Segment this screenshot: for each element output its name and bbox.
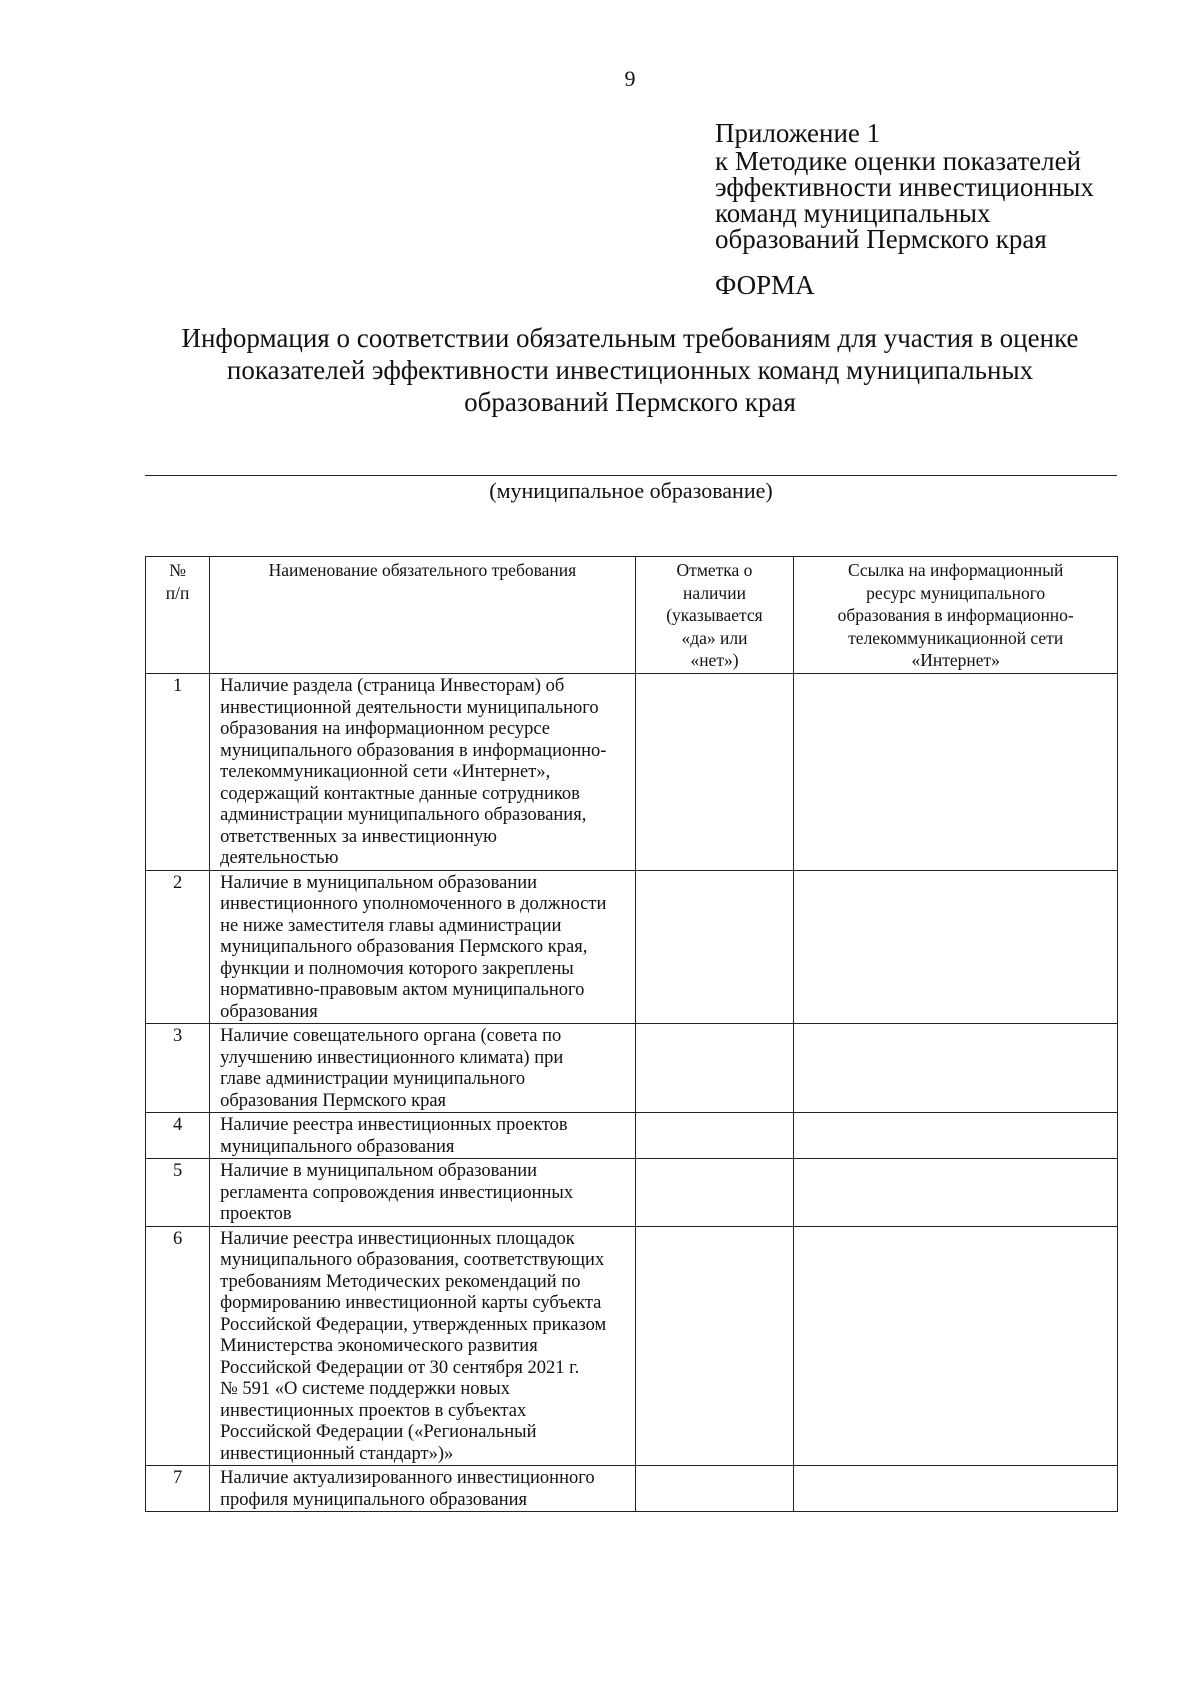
header-mark-line: (указывается: [666, 605, 763, 625]
requirement-text-line: Наличие в муниципальном образовании: [220, 1161, 538, 1181]
header-number: [146, 557, 210, 674]
row-mark-cell[interactable]: [635, 870, 794, 1024]
requirement-text-line: функции и полномочия которого закреплены: [220, 958, 574, 979]
row-number: 7: [146, 1466, 210, 1512]
requirement-text-line: муниципального образования, соответствующих: [220, 1250, 605, 1270]
requirement-text-line: регламента сопровождения инвестиционных: [220, 1182, 574, 1203]
requirement-text-line: деятельностью: [220, 848, 339, 868]
header-link-line: телекоммуникационной сети: [848, 627, 1064, 648]
table-header-row: [146, 557, 1118, 674]
row-link-cell[interactable]: [794, 870, 1118, 1024]
row-link-cell[interactable]: [794, 674, 1118, 871]
table-row: [146, 1466, 1118, 1512]
header-mark-line: Отметка о: [676, 560, 753, 580]
requirement-text-line: инвестиционных проектов в субъектах: [220, 1400, 527, 1421]
requirement-text-line: содержащий контактные данные сотрудников: [220, 783, 580, 804]
row-mark-cell[interactable]: [635, 674, 794, 871]
requirement-text-line: Российской Федерации («Региональный: [220, 1422, 537, 1442]
row-mark-cell[interactable]: [635, 1226, 794, 1466]
table-row: [146, 870, 1118, 1024]
document-title-line: образований Пермского края: [464, 387, 796, 417]
row-requirement-name: [210, 1466, 635, 1512]
header-link-line: «Интернет»: [911, 650, 1000, 670]
requirements-table: [145, 556, 1118, 1512]
header-link-line: образования в информационно-: [837, 605, 1074, 625]
requirement-text-line: ответственных за инвестиционную: [220, 826, 497, 847]
requirement-text-line: формированию инвестиционной карты субъекта: [220, 1293, 602, 1313]
appendix-line: эффективности инвестиционных: [715, 172, 1094, 202]
requirement-text-line: не ниже заместителя главы администрации: [220, 915, 562, 936]
row-mark-cell[interactable]: [635, 1024, 794, 1113]
row-requirement-name: [210, 1226, 635, 1466]
requirement-text-line: образования Пермского края: [220, 1090, 447, 1111]
requirement-text-line: № 591 «О системе поддержки новых: [220, 1379, 510, 1399]
requirement-text-line: муниципального образования: [220, 1136, 455, 1157]
municipality-fill-line: [145, 475, 1117, 476]
table-row: [146, 1113, 1118, 1159]
row-number: 1: [146, 674, 210, 871]
table-body: [146, 674, 1118, 1512]
header-link-line: Ссылка на информационный: [847, 560, 1064, 580]
requirement-text-line: Российской Федерации, утвержденных приказом: [220, 1314, 607, 1335]
requirement-text-line: муниципального образования в информационно-: [220, 740, 607, 761]
row-mark-cell[interactable]: [635, 1113, 794, 1159]
requirement-text-line: инвестиционной деятельности муниципального: [220, 697, 599, 718]
row-mark-cell[interactable]: [635, 1466, 794, 1512]
form-label: ФОРМА: [715, 270, 815, 300]
table-row: [146, 674, 1118, 871]
requirement-text-line: профиля муниципального образования: [220, 1489, 528, 1510]
appendix-block: [715, 120, 1155, 252]
appendix-line: к Методике оценки показателей: [715, 146, 1082, 176]
requirement-text-line: образования: [220, 1001, 318, 1022]
row-link-cell[interactable]: [794, 1024, 1118, 1113]
row-mark-cell[interactable]: [635, 1159, 794, 1227]
header-link: [794, 557, 1118, 674]
requirement-text-line: улучшению инвестиционного климата) при: [220, 1047, 564, 1068]
header-link-line: ресурс муниципального: [866, 582, 1046, 603]
requirement-text-line: Наличие актуализированного инвестиционного: [220, 1468, 595, 1488]
header-number-line: №: [169, 560, 186, 580]
table-row: [146, 1159, 1118, 1227]
requirement-text-line: Российской Федерации от 30 сентября 2021 г.: [220, 1357, 580, 1378]
requirement-text-line: требованиям Методических рекомендаций по: [220, 1271, 581, 1292]
document-title-line: показателей эффективности инвестиционных команд муниципальных: [226, 355, 1034, 385]
requirement-text-line: Министерства экономического развития: [220, 1336, 538, 1356]
table-row: [146, 1024, 1118, 1113]
row-requirement-name: [210, 1024, 635, 1113]
requirement-text-line: инвестиционного уполномоченного в должности: [220, 894, 607, 914]
document-title-line: Информация о соответствии обязательным требованиям для участия в оценке: [181, 323, 1079, 353]
header-requirement-name: Наименование обязательного требования: [210, 557, 635, 674]
header-number-line: п/п: [165, 582, 190, 603]
row-link-cell[interactable]: [794, 1113, 1118, 1159]
requirement-text-line: главе администрации муниципального: [220, 1069, 526, 1089]
row-requirement-name: [210, 870, 635, 1024]
row-link-cell[interactable]: [794, 1159, 1118, 1227]
row-number: 6: [146, 1226, 210, 1466]
requirement-text-line: инвестиционный стандарт»)»: [220, 1443, 454, 1464]
requirement-text-line: Наличие раздела (страница Инвесторам) об: [220, 676, 565, 696]
row-number: 2: [146, 870, 210, 1024]
header-mark-line: «нет»): [690, 650, 739, 670]
page-number: 9: [624, 66, 636, 91]
requirement-text-line: Наличие в муниципальном образовании: [220, 872, 538, 893]
requirement-text-line: нормативно-правовым актом муниципального: [220, 980, 585, 1000]
header-mark-line: «да» или: [681, 627, 748, 648]
row-number: 3: [146, 1024, 210, 1113]
row-requirement-name: [210, 674, 635, 871]
requirement-text-line: образования на информационном ресурсе: [220, 719, 551, 739]
row-requirement-name: [210, 1113, 635, 1159]
appendix-line: образований Пермского края: [715, 224, 1047, 254]
requirement-text-line: проектов: [220, 1204, 292, 1224]
municipality-caption: (муниципальное образование): [489, 478, 773, 503]
appendix-line: команд муниципальных: [715, 198, 991, 228]
requirement-text-line: администрации муниципального образования,: [220, 805, 587, 825]
requirement-text-line: Наличие реестра инвестиционных проектов: [220, 1115, 568, 1135]
appendix-title: Приложение 1: [715, 118, 881, 148]
requirement-text-line: Наличие реестра инвестиционных площадок: [220, 1228, 575, 1249]
row-link-cell[interactable]: [794, 1466, 1118, 1512]
row-requirement-name: [210, 1159, 635, 1227]
table-row: [146, 1226, 1118, 1466]
header-mark-line: наличии: [683, 582, 746, 603]
document-title: [130, 322, 1130, 418]
row-link-cell[interactable]: [794, 1226, 1118, 1466]
requirement-text-line: муниципального образования Пермского края,: [220, 937, 588, 957]
row-number: 5: [146, 1159, 210, 1227]
requirement-text-line: телекоммуникационной сети «Интернет»,: [220, 762, 551, 782]
header-mark: [635, 557, 794, 674]
row-number: 4: [146, 1113, 210, 1159]
requirement-text-line: Наличие совещательного органа (совета по: [220, 1026, 562, 1046]
